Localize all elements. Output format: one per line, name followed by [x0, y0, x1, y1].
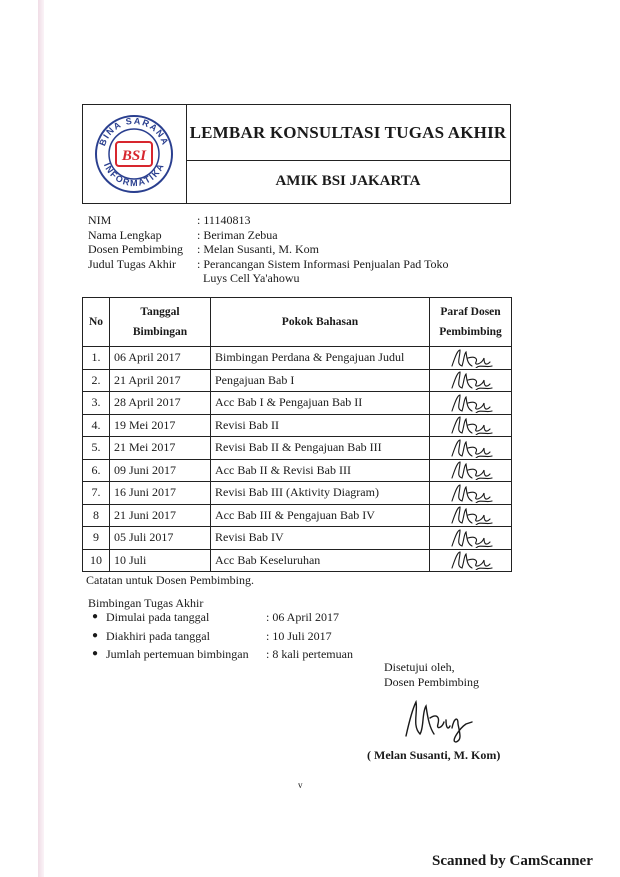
cell-tanggal: 06 April 2017	[110, 347, 211, 370]
info-label	[88, 271, 197, 286]
table-row	[83, 414, 512, 437]
cell-no: 4.	[83, 414, 110, 437]
bimbingan-value: : 06 April 2017	[266, 610, 340, 624]
student-info	[88, 213, 503, 286]
info-value: : 11140813	[197, 213, 251, 227]
scan-edge-shadow	[38, 0, 44, 877]
cell-pokok: Revisi Bab III (Aktivity Diagram)	[211, 482, 430, 505]
catatan-note: Catatan untuk Dosen Pembimbing.	[86, 573, 254, 587]
info-label: NIM	[88, 213, 112, 227]
info-value: : Perancangan Sistem Informasi Penjualan Pad Toko	[197, 256, 449, 271]
scanner-watermark: Scanned by CamScanner	[432, 853, 593, 869]
cell-paraf	[430, 347, 512, 370]
paraf-signature-icon	[448, 550, 494, 570]
approval-block	[384, 660, 479, 690]
table-header-row	[83, 298, 512, 347]
institution-name: AMIK BSI JAKARTA	[275, 173, 421, 189]
cell-no: 7.	[83, 482, 110, 505]
approval-line2: Dosen Pembimbing	[384, 675, 479, 689]
info-value: : Melan Susanti, M. Kom	[197, 242, 319, 256]
cell-pokok: Revisi Bab IV	[211, 527, 430, 550]
cell-pokok: Acc Bab III & Pengajuan Bab IV	[211, 504, 430, 527]
cell-tanggal: 21 Juni 2017	[110, 504, 211, 527]
cell-no: 9	[83, 527, 110, 550]
cell-no: 1.	[83, 347, 110, 370]
header-tanggal-line2: Bimbingan	[132, 326, 188, 338]
paraf-signature-icon	[448, 528, 494, 548]
info-row-judul-cont	[88, 271, 503, 286]
cell-tanggal: 28 April 2017	[110, 392, 211, 415]
info-row-nama	[88, 228, 503, 243]
bimbingan-list	[92, 608, 353, 664]
cell-paraf	[430, 549, 512, 572]
cell-no: 5.	[83, 437, 110, 460]
paraf-signature-icon	[448, 460, 494, 480]
logo-cell	[83, 105, 187, 203]
list-item	[92, 608, 353, 627]
svg-text:INFORMATIKA: INFORMATIKA	[101, 161, 167, 189]
cell-tanggal: 09 Juni 2017	[110, 459, 211, 482]
table-row	[83, 482, 512, 505]
info-label: Judul Tugas Akhir	[88, 256, 177, 271]
cell-tanggal: 16 Juni 2017	[110, 482, 211, 505]
info-value: Luys Cell Ya'ahowu	[203, 271, 300, 285]
header-paraf-line2: Pembimbing	[439, 326, 502, 338]
table-row	[83, 459, 512, 482]
table-row	[83, 527, 512, 550]
document-header	[82, 104, 511, 204]
bsi-logo	[83, 105, 186, 203]
table-row	[83, 369, 512, 392]
table-row	[83, 549, 512, 572]
bimbingan-label: Jumlah pertemuan bimbingan	[106, 647, 249, 661]
cell-pokok: Pengajuan Bab I	[211, 369, 430, 392]
approval-line1: Disetujui oleh,	[384, 660, 455, 674]
cell-pokok: Bimbingan Perdana & Pengajuan Judul	[211, 347, 430, 370]
svg-text:BINA SARANA: BINA SARANA	[97, 115, 171, 148]
cell-tanggal: 21 April 2017	[110, 369, 211, 392]
list-item	[92, 627, 353, 646]
info-row-dosen	[88, 242, 503, 257]
header-tanggal-line1: Tanggal	[140, 306, 180, 318]
page-mark: v	[298, 780, 303, 790]
table-row	[83, 392, 512, 415]
title-cell	[186, 105, 510, 203]
bimbingan-label: Diakhiri pada tanggal	[106, 628, 210, 643]
cell-paraf	[430, 527, 512, 550]
table-row	[83, 437, 512, 460]
cell-tanggal: 10 Juli	[110, 549, 211, 572]
cell-no: 2.	[83, 369, 110, 392]
bimbingan-title: Bimbingan Tugas Akhir	[88, 596, 204, 610]
info-row-judul	[88, 257, 503, 272]
cell-paraf	[430, 369, 512, 392]
table-row	[83, 504, 512, 527]
cell-paraf	[430, 414, 512, 437]
document-title: LEMBAR KONSULTASI TUGAS AKHIR	[186, 105, 510, 161]
paraf-signature-icon	[448, 438, 494, 458]
cell-no: 8	[83, 504, 110, 527]
paraf-signature-icon	[448, 348, 494, 368]
cell-tanggal: 19 Mei 2017	[110, 414, 211, 437]
cell-tanggal: 05 Juli 2017	[110, 527, 211, 550]
signer-name: ( Melan Susanti, M. Kom)	[367, 748, 501, 762]
cell-no: 10	[83, 549, 110, 572]
bullet-icon: ●	[92, 611, 99, 622]
cell-no: 3.	[83, 392, 110, 415]
bimbingan-value: : 10 Juli 2017	[266, 628, 332, 643]
cell-no: 6.	[83, 459, 110, 482]
supervisor-signature	[400, 698, 480, 744]
cell-pokok: Acc Bab Keseluruhan	[211, 549, 430, 572]
svg-text:BSI: BSI	[121, 148, 147, 164]
info-label: Dosen Pembimbing	[88, 242, 183, 256]
paraf-signature-icon	[448, 483, 494, 503]
info-label: Nama Lengkap	[88, 227, 162, 242]
header-pokok: Pokok Bahasan	[211, 298, 430, 347]
paraf-signature-icon	[448, 370, 494, 390]
cell-paraf	[430, 392, 512, 415]
paraf-signature-icon	[448, 505, 494, 525]
consultation-table	[82, 297, 512, 572]
table-row	[83, 347, 512, 370]
header-paraf-line1: Paraf Dosen	[440, 306, 501, 318]
cell-paraf	[430, 437, 512, 460]
header-no: No	[83, 298, 110, 347]
cell-tanggal: 21 Mei 2017	[110, 437, 211, 460]
header-paraf	[430, 298, 512, 347]
cell-pokok: Acc Bab II & Revisi Bab III	[211, 459, 430, 482]
info-value: : Beriman Zebua	[197, 227, 278, 242]
bullet-icon: ●	[92, 648, 99, 659]
bimbingan-label: Dimulai pada tanggal	[106, 610, 210, 624]
cell-paraf	[430, 482, 512, 505]
cell-pokok: Revisi Bab II	[211, 414, 430, 437]
paraf-signature-icon	[448, 393, 494, 413]
bimbingan-value: : 8 kali pertemuan	[266, 647, 353, 661]
list-item	[92, 645, 353, 664]
paraf-signature-icon	[448, 415, 494, 435]
cell-pokok: Revisi Bab II & Pengajuan Bab III	[211, 437, 430, 460]
bullet-icon: ●	[92, 629, 99, 641]
cell-pokok: Acc Bab I & Pengajuan Bab II	[211, 392, 430, 415]
signature-icon	[400, 698, 480, 744]
cell-paraf	[430, 504, 512, 527]
cell-paraf	[430, 459, 512, 482]
header-tanggal	[110, 298, 211, 347]
info-row-nim	[88, 213, 503, 228]
